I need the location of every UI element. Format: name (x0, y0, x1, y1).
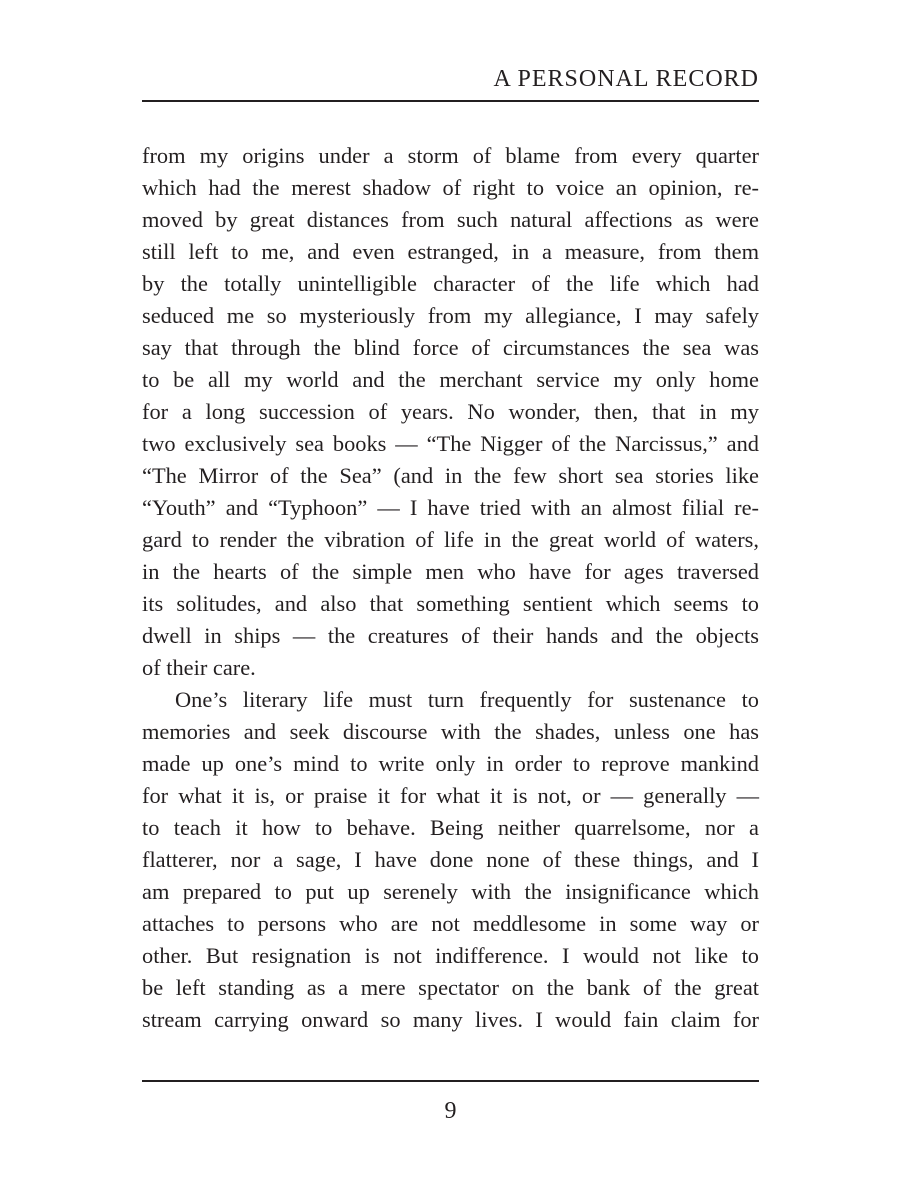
text-line: moved by great distances from such natural affections as were (142, 207, 759, 232)
text-line: attaches to persons who are not meddlesome in some way or (142, 911, 759, 936)
text-line: “Youth” and “Typhoon” — I have tried with an almost filial re- (142, 495, 759, 520)
page-number: 9 (444, 1098, 457, 1124)
text-line: from my origins under a storm of blame from every quarter (142, 143, 759, 168)
text-line: am prepared to put up serenely with the insignificance which (142, 879, 759, 904)
footer-rule (142, 1080, 759, 1082)
text-line: One’s literary life must turn frequently for sustenance to (175, 687, 759, 712)
text-line: of their care. (142, 655, 256, 680)
running-head-title: A PERSONAL RECORD (493, 66, 759, 92)
text-line: seduced me so mysteriously from my allegiance, I may safely (142, 303, 759, 328)
text-line: “The Mirror of the Sea” (and in the few short sea stories like (142, 463, 759, 488)
text-line: be left standing as a mere spectator on the bank of the great (142, 975, 759, 1000)
text-line: dwell in ships — the creatures of their hands and the objects (142, 623, 759, 648)
text-line: still left to me, and even estranged, in a measure, from them (142, 239, 759, 264)
text-line: for a long succession of years. No wonder, then, that in my (142, 399, 759, 424)
text-line: to be all my world and the merchant service my only home (142, 367, 759, 392)
body-text (142, 140, 759, 1036)
text-line: in the hearts of the simple men who have for ages traversed (142, 559, 759, 584)
text-line: other. But resignation is not indifference. I would not like to (142, 943, 759, 968)
text-line: gard to render the vibration of life in the great world of waters, (142, 527, 759, 552)
text-line: two exclusively sea books — “The Nigger of the Narcissus,” and (142, 431, 759, 456)
text-line: stream carrying onward so many lives. I would fain claim for (142, 1007, 759, 1032)
text-line: memories and seek discourse with the shades, unless one has (142, 719, 759, 744)
text-line: for what it is, or praise it for what it is not, or — generally — (142, 783, 759, 808)
text-line: by the totally unintelligible character of the life which had (142, 271, 759, 296)
paragraph-2 (142, 684, 759, 1036)
header-rule (142, 100, 759, 102)
text-line: to teach it how to behave. Being neither quarrelsome, nor a (142, 815, 759, 840)
paragraph-1 (142, 140, 759, 684)
text-line: made up one’s mind to write only in order to reprove mankind (142, 751, 759, 776)
text-line: which had the merest shadow of right to voice an opinion, re- (142, 175, 759, 200)
text-line: its solitudes, and also that something sentient which seems to (142, 591, 759, 616)
text-line: flatterer, nor a sage, I have done none of these things, and I (142, 847, 759, 872)
text-line: say that through the blind force of circumstances the sea was (142, 335, 759, 360)
